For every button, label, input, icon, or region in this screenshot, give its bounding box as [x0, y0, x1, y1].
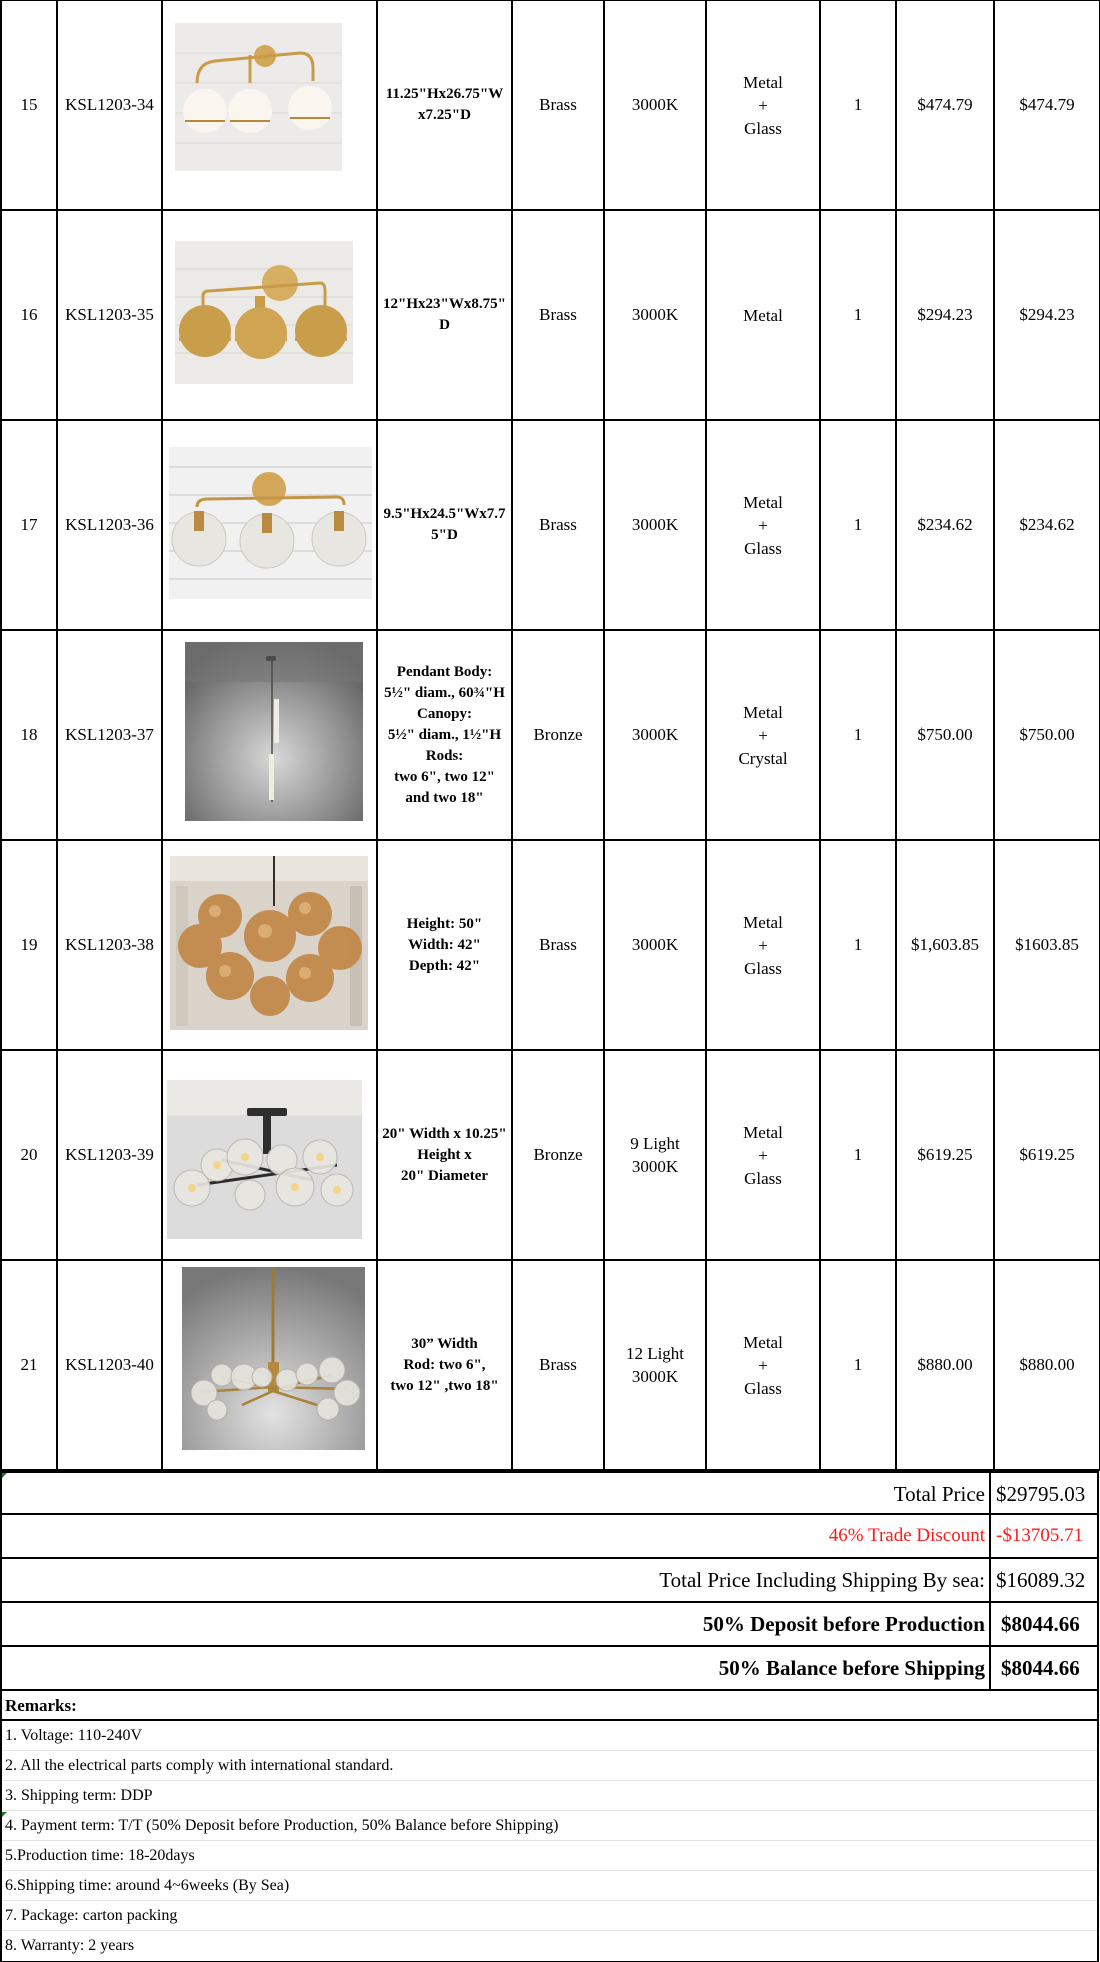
total-price-row — [0, 1471, 1099, 1515]
shipping-total-row — [0, 1559, 1099, 1603]
remark-item: 4. Payment term: T/T (50% Deposit before Production, 50% Balance before Shipping) — [2, 1811, 1097, 1841]
size-spec: 11.25"Hx26.75"W x7.25"D — [377, 0, 512, 210]
deposit-value: $8044.66 — [1001, 1612, 1080, 1636]
light-source: 9 Light 3000K — [604, 1050, 706, 1260]
size-spec: 20" Width x 10.25" Height x 20" Diameter — [377, 1050, 512, 1260]
material: Metal — [706, 210, 820, 420]
material: Metal + Glass — [706, 1050, 820, 1260]
item-number: 15 — [1, 0, 57, 210]
balance-value: $8044.66 — [1001, 1656, 1080, 1680]
deposit-row — [0, 1603, 1099, 1647]
material: Metal + Glass — [706, 840, 820, 1050]
light-source: 3000K — [604, 840, 706, 1050]
material: Metal + Glass — [706, 0, 820, 210]
product-image-cell — [162, 1260, 377, 1470]
unit-price: $880.00 — [896, 1260, 994, 1470]
product-image-cell — [162, 0, 377, 210]
quantity: 1 — [820, 0, 896, 210]
material: Metal + Crystal — [706, 630, 820, 840]
finish: Brass — [512, 0, 604, 210]
table-row — [1, 1260, 1100, 1470]
material: Metal + Glass — [706, 1260, 820, 1470]
table-row — [1, 0, 1100, 210]
item-number: 20 — [1, 1050, 57, 1260]
model-number: KSL1203-36 — [57, 420, 162, 630]
total-price-label: Total Price — [2, 1473, 991, 1513]
quantity: 1 — [820, 1050, 896, 1260]
material: Metal + Glass — [706, 420, 820, 630]
three-globe-white-glass-brass-vanity-light-icon — [175, 23, 342, 171]
amount: $880.00 — [994, 1260, 1100, 1470]
table-row — [1, 630, 1100, 840]
model-number: KSL1203-40 — [57, 1260, 162, 1470]
amount: $294.23 — [994, 210, 1100, 420]
remarks-section — [0, 1691, 1099, 1962]
totals-section — [0, 1471, 1099, 1691]
size-spec: 12"Hx23"Wx8.75" D — [377, 210, 512, 420]
size-spec: Pendant Body: 5½" diam., 60¾"H Canopy: 5½" diam., 1½"H Rods: two 6", two 12" and two 18" — [377, 630, 512, 840]
remark-item: 7. Package: carton packing — [2, 1901, 1097, 1931]
remark-item: 3. Shipping term: DDP — [2, 1781, 1097, 1811]
finish: Bronze — [512, 630, 604, 840]
table-row — [1, 1050, 1100, 1260]
remarks-heading: Remarks: — [2, 1691, 1097, 1721]
light-source: 12 Light 3000K — [604, 1260, 706, 1470]
table-row — [1, 210, 1100, 420]
product-image-cell — [162, 420, 377, 630]
amount: $619.25 — [994, 1050, 1100, 1260]
remark-item: 8. Warranty: 2 years — [5, 1937, 135, 1954]
remark-item: 5.Production time: 18-20days — [2, 1841, 1097, 1871]
unit-price: $750.00 — [896, 630, 994, 840]
quantity: 1 — [820, 420, 896, 630]
total-price-value: $29795.03 — [996, 1482, 1086, 1506]
item-number: 16 — [1, 210, 57, 420]
item-number: 18 — [1, 630, 57, 840]
trade-discount-row — [0, 1515, 1099, 1559]
remark-item: 2. All the electrical parts comply with international standard. — [2, 1751, 1097, 1781]
finish: Brass — [512, 210, 604, 420]
amount: $234.62 — [994, 420, 1100, 630]
shipping-total-label: Total Price Including Shipping By sea: — [2, 1559, 991, 1601]
finish: Brass — [512, 840, 604, 1050]
item-number: 21 — [1, 1260, 57, 1470]
cell-comment-marker-icon — [2, 1473, 7, 1478]
balance-row — [0, 1647, 1099, 1691]
amber-bubble-globe-chandelier-icon — [170, 856, 368, 1030]
size-spec: Height: 50" Width: 42" Depth: 42" — [377, 840, 512, 1050]
product-image-cell — [162, 630, 377, 840]
twelve-globe-brass-sputnik-chandelier-icon — [182, 1267, 365, 1450]
quantity: 1 — [820, 210, 896, 420]
amount: $750.00 — [994, 630, 1100, 840]
model-number: KSL1203-35 — [57, 210, 162, 420]
product-image-cell — [162, 1050, 377, 1260]
product-image-cell — [162, 840, 377, 1050]
unit-price: $474.79 — [896, 0, 994, 210]
unit-price: $294.23 — [896, 210, 994, 420]
item-number: 19 — [1, 840, 57, 1050]
light-source: 3000K — [604, 420, 706, 630]
deposit-label: 50% Deposit before Production — [2, 1603, 991, 1645]
model-number: KSL1203-39 — [57, 1050, 162, 1260]
table-row — [1, 840, 1100, 1050]
size-spec: 9.5"Hx24.5"Wx7.7 5"D — [377, 420, 512, 630]
quantity: 1 — [820, 630, 896, 840]
unit-price: $619.25 — [896, 1050, 994, 1260]
nine-globe-bronze-semi-flush-light-icon — [167, 1080, 362, 1239]
product-image-cell — [162, 210, 377, 420]
unit-price: $234.62 — [896, 420, 994, 630]
unit-price: $1,603.85 — [896, 840, 994, 1050]
finish: Brass — [512, 420, 604, 630]
light-source: 3000K — [604, 630, 706, 840]
remark-item: 1. Voltage: 110-240V — [2, 1721, 1097, 1751]
finish: Brass — [512, 1260, 604, 1470]
table-row — [1, 420, 1100, 630]
three-ribbed-clear-glass-vanity-light-icon — [169, 447, 372, 599]
item-number: 17 — [1, 420, 57, 630]
model-number: KSL1203-38 — [57, 840, 162, 1050]
quantity: 1 — [820, 840, 896, 1050]
balance-label: 50% Balance before Shipping — [2, 1647, 991, 1689]
linear-crystal-rod-pendant-icon — [185, 642, 363, 821]
remark-item: 6.Shipping time: around 4~6weeks (By Sea) — [2, 1871, 1097, 1901]
quantity: 1 — [820, 1260, 896, 1470]
light-source: 3000K — [604, 0, 706, 210]
cell-comment-marker-icon — [2, 1812, 7, 1817]
three-brass-dome-vanity-light-icon — [175, 241, 353, 384]
trade-discount-value: -$13705.71 — [996, 1525, 1084, 1546]
amount: $474.79 — [994, 0, 1100, 210]
model-number: KSL1203-37 — [57, 630, 162, 840]
amount: $1603.85 — [994, 840, 1100, 1050]
light-source: 3000K — [604, 210, 706, 420]
finish: Bronze — [512, 1050, 604, 1260]
trade-discount-label: 46% Trade Discount — [2, 1515, 991, 1557]
model-number: KSL1203-34 — [57, 0, 162, 210]
size-spec: 30” Width Rod: two 6", two 12" ,two 18" — [377, 1260, 512, 1470]
shipping-total-value: $16089.32 — [996, 1568, 1086, 1592]
